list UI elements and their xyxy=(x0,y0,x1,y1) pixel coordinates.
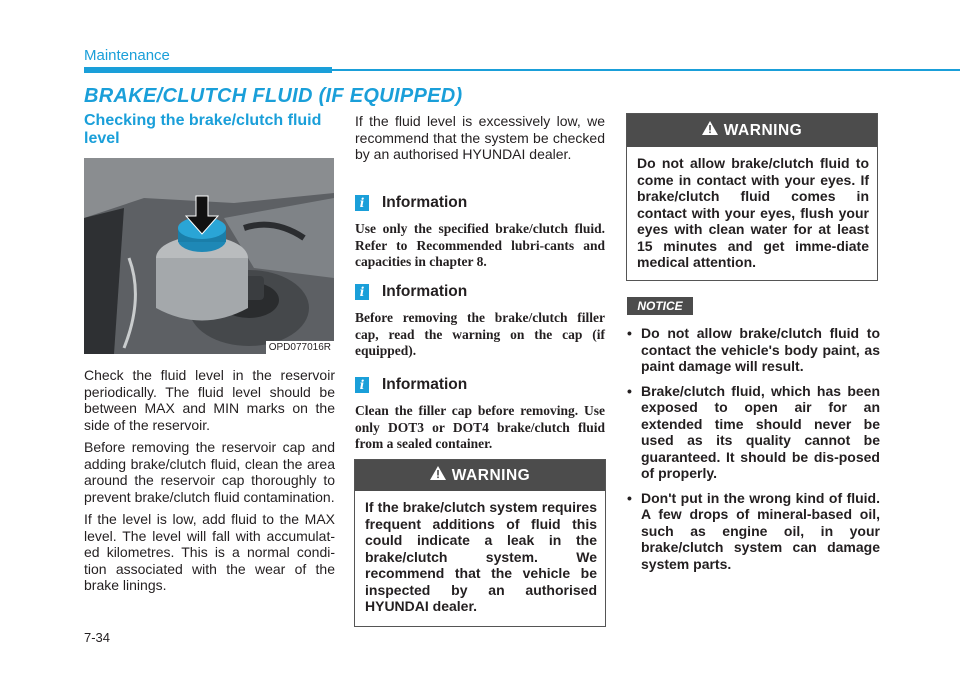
page-number: 7-34 xyxy=(84,630,111,645)
paragraph: If the level is low, add fluid to the MAX level. The level will fall with accumulat-ed kilometres. This is a normal condi-tion associated with the wear of the brake linings. xyxy=(84,511,335,593)
warning-triangle-icon xyxy=(702,121,718,140)
header-bar-accent xyxy=(84,67,332,73)
notice-list xyxy=(627,325,880,580)
warning-header xyxy=(355,460,605,491)
warning-box-leak xyxy=(354,459,606,627)
notice-item: • Brake/clutch fluid, which has been exposed to open air for an extended time should never be used as its quality cannot be guaranteed. It should be dis-posed of properly. xyxy=(627,383,880,482)
info-icon: i xyxy=(355,284,369,300)
header-rule xyxy=(332,69,960,71)
column-2-intro: If the fluid level is excessively low, we recommend that the system be checked by an authorised HYUNDAI dealer. xyxy=(355,113,605,162)
information-title: Information xyxy=(382,194,468,211)
information-block xyxy=(355,375,605,453)
engine-bay-illustration xyxy=(84,158,334,354)
information-body: Before removing the brake/clutch filler cap, read the warning on the cap (if equipped). xyxy=(355,310,605,358)
sub-title: Checking the brake/clutch fluid level xyxy=(84,112,322,147)
warning-triangle-icon xyxy=(430,466,446,485)
info-icon: i xyxy=(355,195,369,211)
information-title: Information xyxy=(382,376,468,393)
notice-badge: NOTICE xyxy=(627,297,693,315)
paragraph: Before removing the reservoir cap and adding brake/clutch fluid, clean the area around the reservoir cap thoroughly to prevent brake/clutch fluid contamination. xyxy=(84,439,335,505)
information-block xyxy=(355,282,605,360)
warning-title: WARNING xyxy=(723,121,803,139)
notice-item: • Do not allow brake/clutch fluid to contact the vehicle's body paint, as paint damage will result. xyxy=(627,325,880,375)
reservoir-photo xyxy=(84,158,334,354)
column-1-text xyxy=(84,367,335,600)
warning-box-eyes xyxy=(626,113,878,281)
photo-code: OPD077016R xyxy=(266,341,334,354)
info-icon: i xyxy=(355,377,369,393)
warning-header xyxy=(627,114,877,147)
information-body: Use only the specified brake/clutch fluid. Refer to Recommended lubri-cants and capacities in chapter 8. xyxy=(355,221,605,269)
paragraph: Check the fluid level in the reservoir periodically. The fluid level should be between MAX and MIN marks on the side of the reservoir. xyxy=(84,367,335,433)
section-header-label: Maintenance xyxy=(84,47,170,64)
information-body: Clean the filler cap before removing. Use only DOT3 or DOT4 brake/clutch fluid from a sealed container. xyxy=(355,403,605,451)
warning-body: If the brake/clutch system requires frequent additions of fluid this could indicate a leak in the brake/clutch system. We recommend that the vehicle be inspected by an authorised HYUNDAI dealer. xyxy=(365,499,597,614)
warning-title: WARNING xyxy=(451,466,531,484)
information-block xyxy=(355,193,605,271)
page-title: BRAKE/CLUTCH FLUID (IF EQUIPPED) xyxy=(84,85,463,107)
information-title: Information xyxy=(382,283,468,300)
warning-body: Do not allow brake/clutch fluid to come in contact with your eyes. If brake/clutch fluid comes in contact with your eyes, flush your eyes with clean water for at least 15 minutes and get imme-diate medical attention. xyxy=(637,155,869,270)
notice-item: • Don't put in the wrong kind of fluid. A few drops of mineral-based oil, such as engine oil, in your brake/clutch system can damage system parts. xyxy=(627,490,880,573)
